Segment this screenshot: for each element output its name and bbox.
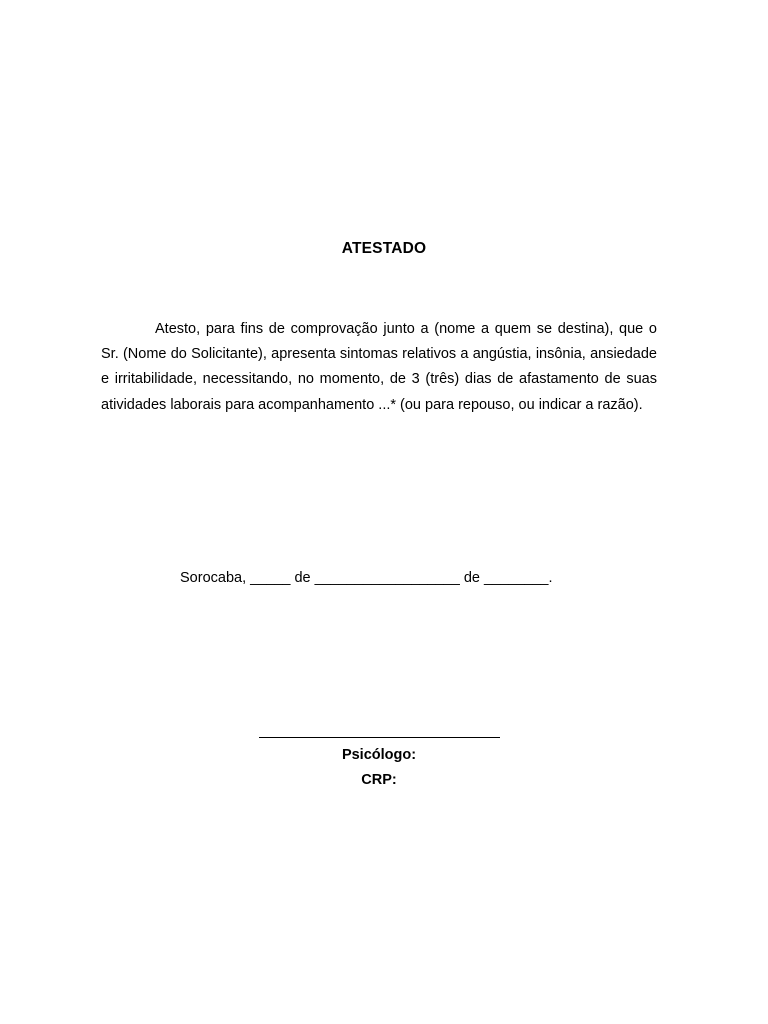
signature-crp-label: CRP: [361,772,397,788]
body-paragraph: Atesto, para fins de comprovação junto a (nome a quem se destina), que o Sr. (Nome do Solicitante), apresenta sintomas relativos a angústia, insônia, ansiedade e irritabilidade, necessitando, no momento, de 3 (três) dias de afastamento de suas atividades laborais para acompanhamento ...* (ou para repouso, ou indicar a razão). [101,321,657,413]
document-title: ATESTADO [341,240,427,257]
place-date-line: Sorocaba, _____ de __________________ de ________. [180,570,553,586]
signature-role-label: Psicólogo: [341,747,417,763]
signature-line [259,737,500,738]
